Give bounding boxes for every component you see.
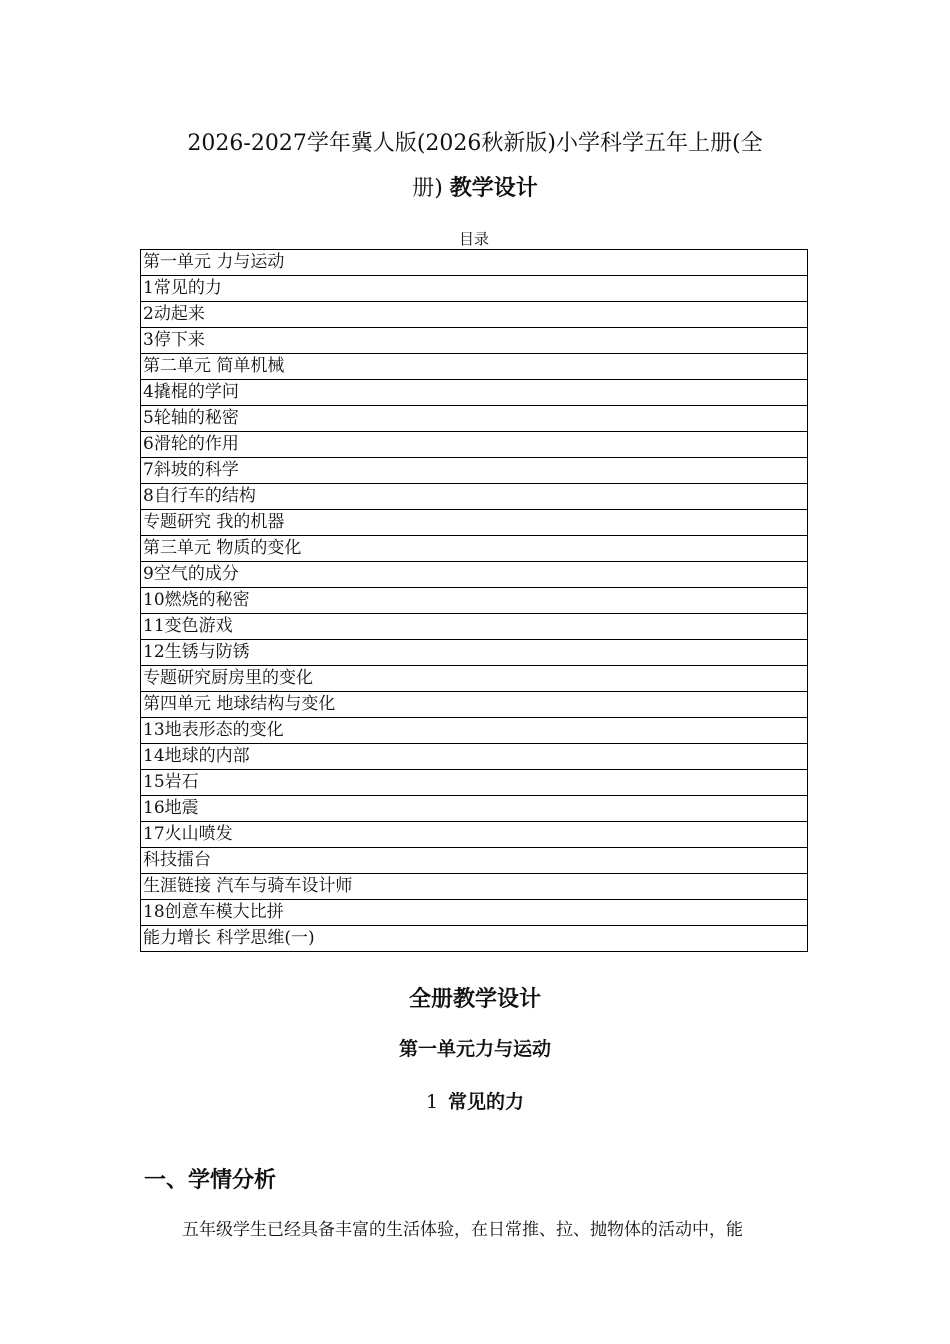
toc-entry: 3停下来 — [141, 328, 808, 354]
toc-row — [141, 536, 808, 562]
toc-entry: 6滑轮的作用 — [141, 432, 808, 458]
toc-row — [141, 432, 808, 458]
toc-entry: 5轮轴的秘密 — [141, 406, 808, 432]
toc-row — [141, 562, 808, 588]
title-line-2-bold: 教学设计 — [449, 176, 538, 201]
toc-entry: 12生锈与防锈 — [141, 640, 808, 666]
title-line-2 — [140, 178, 810, 200]
title-line-2-text: 册) — [412, 176, 443, 201]
toc-row — [141, 588, 808, 614]
toc-row — [141, 900, 808, 926]
toc-row — [141, 458, 808, 484]
toc-row — [141, 250, 808, 276]
toc-entry: 第一单元 力与运动 — [141, 250, 808, 276]
toc-caption: 目录 — [458, 230, 489, 248]
toc-row — [141, 614, 808, 640]
toc-entry: 8自行车的结构 — [141, 484, 808, 510]
unit-heading: 第一单元力与运动 — [398, 1038, 551, 1060]
document-title — [140, 133, 810, 200]
toc-entry: 专题研究 我的机器 — [141, 510, 808, 536]
lesson-number: 1 — [425, 1091, 439, 1113]
toc-entry: 10燃烧的秘密 — [141, 588, 808, 614]
toc-entry: 第二单元 简单机械 — [141, 354, 808, 380]
toc-row — [141, 510, 808, 536]
toc-entry: 科技擂台 — [141, 848, 808, 874]
lesson-title: 常见的力 — [448, 1091, 525, 1113]
body-paragraph: 五年级学生已经具备丰富的生活体验，在日常推、拉、抛物体的活动中，能 — [182, 1220, 743, 1240]
toc-row — [141, 718, 808, 744]
toc-row — [141, 926, 808, 952]
toc-row — [141, 484, 808, 510]
toc-entry: 7斜坡的科学 — [141, 458, 808, 484]
toc-entry: 生涯链接 汽车与骑车设计师 — [141, 874, 808, 900]
toc-row — [141, 770, 808, 796]
toc-entry: 能力增长 科学思维(一) — [141, 926, 808, 952]
toc-row — [141, 640, 808, 666]
title-line-1: 2026-2027学年冀人版(2026秋新版)小学科学五年上册(全 — [187, 131, 763, 156]
toc-table — [140, 249, 808, 952]
toc-row — [141, 276, 808, 302]
toc-entry: 2动起来 — [141, 302, 808, 328]
toc-entry: 17火山喷发 — [141, 822, 808, 848]
toc-entry: 13地表形态的变化 — [141, 718, 808, 744]
toc-entry: 4撬棍的学问 — [141, 380, 808, 406]
toc-row — [141, 874, 808, 900]
toc-row — [141, 354, 808, 380]
toc-entry: 第四单元 地球结构与变化 — [141, 692, 808, 718]
toc-entry: 第三单元 物质的变化 — [141, 536, 808, 562]
lesson-heading — [140, 1087, 810, 1114]
toc-row — [141, 822, 808, 848]
toc-row — [141, 692, 808, 718]
toc-row — [141, 302, 808, 328]
toc-entry: 16地震 — [141, 796, 808, 822]
toc-row — [141, 380, 808, 406]
toc-entry: 14地球的内部 — [141, 744, 808, 770]
full-volume-heading: 全册教学设计 — [408, 987, 541, 1012]
toc-entry: 11变色游戏 — [141, 614, 808, 640]
section-heading: 一、学情分析 — [144, 1168, 277, 1193]
toc-row — [141, 666, 808, 692]
toc-row — [141, 796, 808, 822]
toc-row — [141, 328, 808, 354]
toc-row — [141, 848, 808, 874]
toc-row — [141, 406, 808, 432]
toc-row — [141, 744, 808, 770]
toc-entry: 15岩石 — [141, 770, 808, 796]
toc-entry: 9空气的成分 — [141, 562, 808, 588]
toc-entry: 1常见的力 — [141, 276, 808, 302]
toc-entry: 18创意车模大比拼 — [141, 900, 808, 926]
toc-entry: 专题研究厨房里的变化 — [141, 666, 808, 692]
